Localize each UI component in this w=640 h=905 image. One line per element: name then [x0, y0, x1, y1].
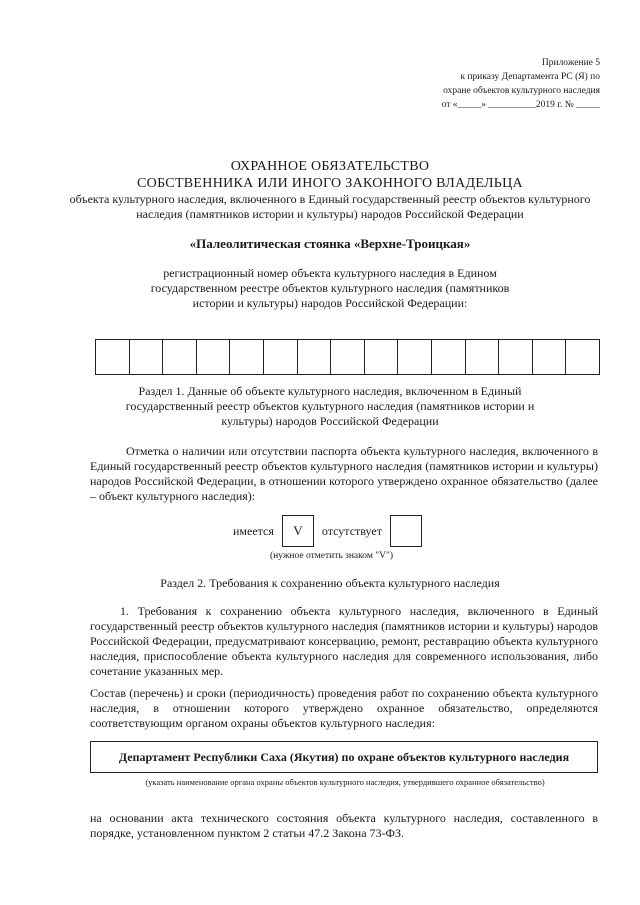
passport-present-checkbox[interactable]: V	[282, 515, 314, 547]
reg-cell[interactable]	[499, 340, 533, 374]
protection-organ-name: Департамент Республики Саха (Якутия) по охране объектов культурного наследия	[118, 749, 570, 764]
reg-cell[interactable]	[466, 340, 500, 374]
title-line-1: ОХРАННОЕ ОБЯЗАТЕЛЬСТВО	[230, 159, 430, 174]
object-name: «Палеолитическая стоянка «Верхне-Троицкая»	[189, 236, 471, 251]
passport-hint: (нужное отметить знаком "V")	[270, 551, 393, 561]
passport-absent-checkbox[interactable]	[390, 515, 422, 547]
reg-cell[interactable]	[130, 340, 164, 374]
reg-cell[interactable]	[365, 340, 399, 374]
passport-absent-label: отсутствует	[321, 523, 382, 538]
reg-cell[interactable]	[163, 340, 197, 374]
reg-cell[interactable]	[566, 340, 599, 374]
passport-paragraph: Отметка о наличии или отсутствии паспорта объекта культурного наследия, включенного в Единый государственный реестр объектов культурного наследия (памятников истории и культуры) народов Российской Федерации, в отношении которого утверждено охранное обязательство (далее – объект культурного наследия):	[90, 444, 598, 503]
protection-organ-field[interactable]	[90, 741, 598, 773]
protection-organ-hint: (указать наименование органа охраны объектов культурного наследия, утвердившего охранное обязательство)	[145, 777, 545, 787]
requirements-paragraph: 1. Требования к сохранению объекта культурного наследия, включенного в Единый государственный реестр объектов культурного наследия (памятников истории и культуры) народов Российской Федерации, предусматривают консервацию, ремонт, реставрацию объекта культурного наследия, приспособление объекта культурного наследия для современного использования, либо сочетание указанных мер.	[90, 604, 598, 678]
basis-paragraph: на основании акта технического состояния объекта культурного наследия, составленного в порядке, установленном пунктом 2 статьи 47.2 Закона 73-ФЗ.	[90, 811, 598, 840]
reg-cell[interactable]	[432, 340, 466, 374]
section-2-title: Раздел 2. Требования к сохранению объекта культурного наследия	[160, 576, 500, 590]
reg-cell[interactable]	[197, 340, 231, 374]
appendix-line-3: охране объектов культурного наследия	[443, 86, 600, 96]
registration-label: регистрационный номер объекта культурного наследия в Едином государственном реестре объектов культурного наследия (памятников истории и культуры) народов Российской Федерации:	[150, 266, 510, 310]
reg-cell[interactable]	[230, 340, 264, 374]
reg-cell[interactable]	[96, 340, 130, 374]
reg-cell[interactable]	[298, 340, 332, 374]
registration-number-boxes	[95, 339, 600, 375]
document-title	[60, 158, 600, 192]
reg-cell[interactable]	[331, 340, 365, 374]
composition-paragraph: Состав (перечень) и сроки (периодичность) проведения работ по сохранению объекта культурного наследия, в отношении которого утверждено охранное обязательство, определяются соответствующим органом охраны объектов культурного наследия:	[90, 686, 598, 730]
appendix-block	[442, 56, 600, 112]
section-1-title: Раздел 1. Данные об объекте культурного наследия, включенном в Единый государственный реестр объектов культурного наследия (памятников истории и культуры) народов Российской Федерации	[125, 384, 535, 428]
passport-present-label: имеется	[233, 523, 274, 538]
title-line-2: СОБСТВЕННИКА ИЛИ ИНОГО ЗАКОННОГО ВЛАДЕЛЬЦА	[137, 176, 523, 191]
passport-selector	[225, 515, 422, 547]
appendix-line-4: от «_____» __________2019 г. № _____	[441, 100, 600, 110]
reg-cell[interactable]	[264, 340, 298, 374]
reg-cell[interactable]	[533, 340, 567, 374]
appendix-line-2: к приказу Департамента РС (Я) по	[460, 72, 600, 82]
reg-cell[interactable]	[398, 340, 432, 374]
appendix-line-1: Приложение 5	[541, 58, 600, 68]
document-subtitle: объекта культурного наследия, включенного в Единый государственный реестр объектов культурного наследия (памятников истории и культуры) народов Российской Федерации	[69, 192, 591, 221]
